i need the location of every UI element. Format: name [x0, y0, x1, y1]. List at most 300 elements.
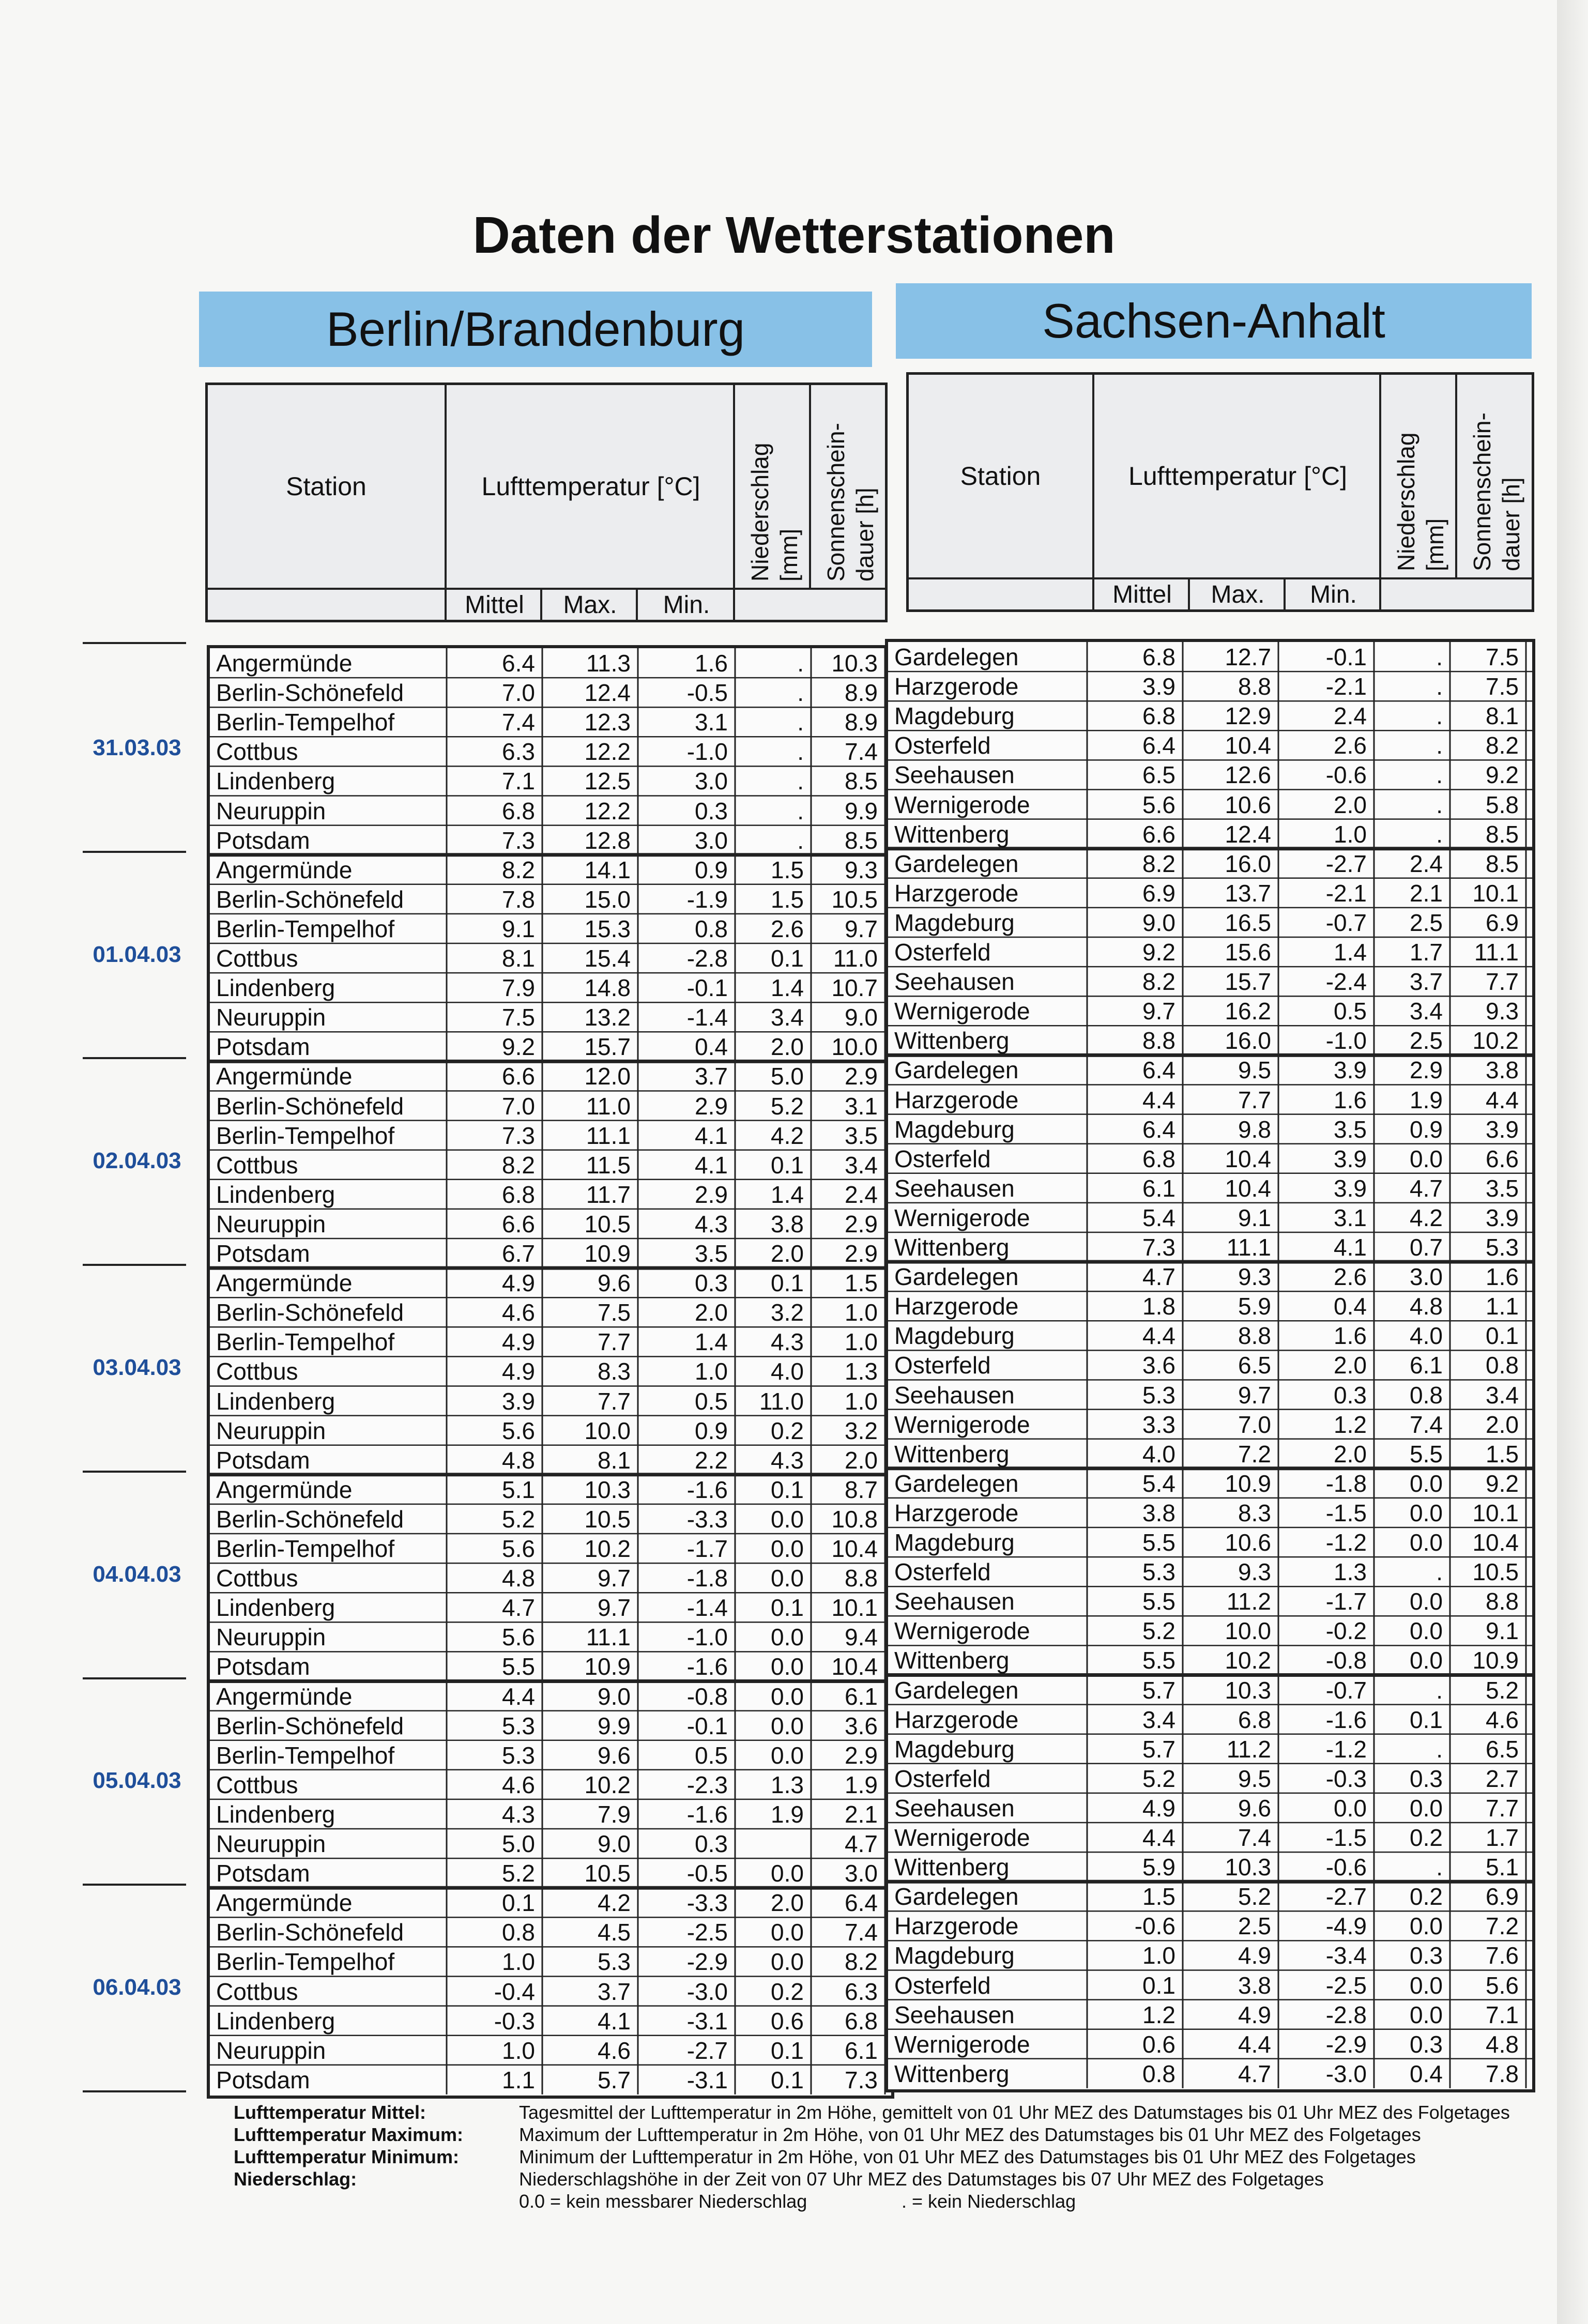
mittel-cell: 5.6: [502, 1535, 535, 1562]
mittel-cell: 8.8: [1142, 1027, 1175, 1054]
temp-header: Lufttemperatur [°C]: [1092, 375, 1381, 577]
precip-cell: 1.7: [1410, 939, 1443, 966]
min-cell: -2.4: [1325, 968, 1367, 996]
sun-cell: 10.8: [831, 1505, 878, 1533]
station-name-cell: Osterfeld: [894, 1765, 991, 1792]
precip-cell: 2.0: [771, 1889, 804, 1917]
precip-cell: 3.8: [771, 1210, 804, 1237]
station-name-cell: Angermünde: [216, 856, 353, 883]
min-cell: 3.9: [1334, 1057, 1367, 1084]
max-cell: 4.5: [598, 1919, 631, 1946]
sun-cell: 10.3: [831, 650, 878, 677]
max-cell: 15.6: [1225, 939, 1271, 966]
min-cell: 4.1: [695, 1122, 728, 1149]
station-name-cell: Cottbus: [216, 738, 298, 766]
mittel-cell: 4.6: [502, 1771, 535, 1798]
station-name-cell: Potsdam: [216, 1240, 310, 1267]
precip-cell: 0.0: [1410, 1647, 1443, 1674]
station-name-cell: Potsdam: [216, 1446, 310, 1474]
station-name-cell: Osterfeld: [894, 1971, 991, 1999]
station-name-cell: Berlin-Schönefeld: [216, 1712, 404, 1739]
precip-cell: 1.5: [771, 856, 804, 883]
mittel-cell: 8.2: [502, 1151, 535, 1179]
mittel-cell: 3.9: [1142, 673, 1175, 700]
mittel-cell: -0.6: [1134, 1913, 1175, 1940]
sun-cell: 7.8: [1486, 2060, 1519, 2087]
sun-cell: 1.9: [845, 1771, 878, 1798]
min-cell: -0.8: [1325, 1647, 1367, 1674]
sun-cell: 10.4: [1472, 1529, 1519, 1556]
mittel-cell: 5.2: [502, 1505, 535, 1533]
precip-cell: 0.0: [1410, 1794, 1443, 1822]
mittel-cell: 6.6: [502, 1063, 535, 1090]
min-cell: -2.3: [686, 1771, 728, 1798]
precip-cell: 0.2: [771, 1417, 804, 1444]
max-cell: 9.9: [598, 1712, 631, 1739]
min-cell: 3.9: [1334, 1174, 1367, 1202]
mittel-cell: 7.5: [502, 1004, 535, 1031]
precip-header: Niederschlag [mm]: [733, 385, 811, 588]
min-cell: 3.1: [1334, 1204, 1367, 1231]
sun-cell: 9.4: [845, 1624, 878, 1651]
legend-row: [234, 2190, 1510, 2212]
sun-cell: 10.9: [1472, 1647, 1519, 1674]
precip-cell: .: [1436, 791, 1443, 818]
station-name-cell: Angermünde: [216, 650, 353, 677]
sun-cell: 6.8: [845, 2007, 878, 2035]
mittel-cell: 5.5: [502, 1653, 535, 1680]
min-cell: -2.7: [1325, 850, 1367, 877]
precip-cell: 0.0: [1410, 1971, 1443, 1999]
precip-cell: 1.4: [771, 974, 804, 1002]
sun-cell: 2.7: [1486, 1765, 1519, 1792]
precip-cell: [735, 1829, 811, 1858]
legend-term: Lufttemperatur Minimum:: [234, 2146, 459, 2167]
station-name-cell: Berlin-Tempelhof: [216, 1535, 395, 1562]
station-header: Station: [960, 462, 1041, 491]
sun-cell: 7.7: [1486, 968, 1519, 996]
sun-cell: 5.6: [1486, 1971, 1519, 1999]
precip-cell: 0.7: [1410, 1234, 1443, 1261]
min-cell: -1.4: [686, 1594, 728, 1622]
legend-row: [234, 2101, 1510, 2123]
precip-cell: 1.9: [1410, 1086, 1443, 1113]
mittel-cell: 5.5: [1142, 1588, 1175, 1615]
max-cell: 12.9: [1225, 702, 1271, 730]
precip-cell: .: [797, 709, 804, 736]
max-header: Max.: [540, 588, 638, 620]
mittel-cell: 4.0: [1142, 1440, 1175, 1467]
station-name-cell: Wittenberg: [894, 1854, 1010, 1881]
precip-cell: .: [1436, 732, 1443, 759]
min-cell: 3.9: [1334, 1145, 1367, 1172]
mittel-cell: 0.1: [1142, 1971, 1175, 1999]
region-label: Sachsen-Anhalt: [1042, 294, 1385, 348]
precip-cell: 4.8: [1410, 1293, 1443, 1320]
station-name-cell: Neuruppin: [216, 1004, 326, 1031]
subheader-spacer: [208, 588, 445, 620]
precip-cell: .: [1436, 1558, 1443, 1586]
mittel-cell: 9.1: [502, 915, 535, 942]
min-cell: 1.4: [695, 1328, 728, 1356]
station-name-cell: Magdeburg: [894, 702, 1015, 730]
station-name-cell: Potsdam: [216, 1033, 310, 1061]
station-name-cell: Gardelegen: [894, 1676, 1019, 1704]
precip-cell: 4.0: [1410, 1322, 1443, 1350]
sun-cell: 7.4: [845, 1919, 878, 1946]
max-cell: 14.8: [584, 974, 631, 1002]
min-cell: -2.5: [1325, 1971, 1367, 1999]
precip-cell: 0.0: [771, 1505, 804, 1533]
mittel-cell: 6.3: [502, 738, 535, 766]
mittel-cell: 5.3: [502, 1741, 535, 1769]
mittel-cell: 6.9: [1142, 879, 1175, 907]
precip-cell: 2.5: [1410, 1027, 1443, 1054]
max-cell: 11.5: [586, 1151, 631, 1179]
min-cell: 2.9: [695, 1181, 728, 1208]
station-name-cell: Magdeburg: [894, 909, 1015, 936]
min-cell: -2.7: [686, 2037, 728, 2064]
sun-cell: 1.7: [1486, 1824, 1519, 1851]
mittel-cell: 3.3: [1142, 1411, 1175, 1438]
mittel-cell: 4.3: [502, 1800, 535, 1828]
min-cell: -1.8: [1325, 1470, 1367, 1497]
station-name-cell: Harzgerode: [894, 1499, 1019, 1526]
precip-cell: 1.5: [771, 885, 804, 913]
station-name-cell: Magdeburg: [894, 1735, 1015, 1763]
legend-text: Tagesmittel der Lufttemperatur in 2m Höhe, gemittelt von 01 Uhr MEZ des Datumstages bis 01 Uhr MEZ des Folgetages: [519, 2102, 1510, 2123]
min-cell: 3.0: [695, 768, 728, 795]
mittel-cell: -0.3: [494, 2007, 535, 2035]
sun-cell: 8.2: [1486, 732, 1519, 759]
min-cell: -3.0: [1325, 2060, 1367, 2087]
precip-cell: 0.0: [1410, 1499, 1443, 1526]
date-separator: [83, 642, 186, 644]
table-header-left: [205, 383, 888, 622]
sun-cell: 6.1: [845, 2037, 878, 2064]
max-cell: 12.8: [584, 827, 631, 854]
sun-cell: 8.7: [845, 1476, 878, 1503]
mittel-cell: 6.5: [1142, 761, 1175, 789]
min-cell: -0.5: [686, 1860, 728, 1887]
sun-header: Sonnenschein-dauer [h]: [809, 385, 887, 588]
station-name-cell: Wittenberg: [894, 2060, 1010, 2087]
station-name-cell: Berlin-Schönefeld: [216, 1299, 404, 1326]
station-header: Station: [286, 472, 367, 501]
sun-cell: 9.3: [845, 856, 878, 883]
max-cell: 13.7: [1225, 879, 1271, 907]
precip-cell: 3.4: [771, 1004, 804, 1031]
precip-cell: 0.3: [1410, 1765, 1443, 1792]
min-cell: -3.0: [686, 1978, 728, 2005]
max-cell: 10.3: [584, 1476, 631, 1503]
min-cell: -3.1: [686, 2066, 728, 2093]
max-cell: 15.3: [584, 915, 631, 942]
legend-row: [234, 2146, 1510, 2168]
mittel-cell: 1.2: [1142, 2001, 1175, 2028]
max-cell: 15.0: [584, 885, 631, 913]
max-cell: 7.7: [1238, 1086, 1271, 1113]
mittel-cell: 3.6: [1142, 1352, 1175, 1379]
min-cell: 3.7: [695, 1063, 728, 1090]
min-cell: 2.6: [1334, 732, 1367, 759]
sun-cell: 8.9: [845, 709, 878, 736]
precip-cell: 0.0: [1410, 1588, 1443, 1615]
mittel-cell: 4.6: [502, 1299, 535, 1326]
sun-cell: 1.0: [845, 1387, 878, 1415]
max-cell: 10.4: [1225, 732, 1271, 759]
max-cell: 10.9: [584, 1240, 631, 1267]
station-name-cell: Wittenberg: [894, 1440, 1010, 1467]
min-cell: -3.4: [1325, 1942, 1367, 1969]
max-cell: 9.6: [598, 1741, 631, 1769]
date-separator: [83, 851, 186, 853]
station-name-cell: Gardelegen: [894, 644, 1019, 670]
precip-cell: .: [1436, 644, 1443, 670]
mittel-cell: 6.8: [1142, 644, 1175, 670]
min-cell: -1.6: [686, 1476, 728, 1503]
station-name-cell: Seehausen: [894, 1174, 1015, 1202]
mittel-cell: 5.5: [1142, 1647, 1175, 1674]
min-cell: 1.0: [695, 1358, 728, 1385]
max-cell: 8.8: [1238, 1322, 1271, 1350]
min-cell: 0.3: [695, 1270, 728, 1297]
mittel-cell: 8.2: [1142, 968, 1175, 996]
max-cell: 4.1: [598, 2007, 631, 2035]
sun-cell: 3.5: [1486, 1174, 1519, 1202]
mittel-cell: 6.4: [1142, 1115, 1175, 1143]
max-cell: 7.4: [1238, 1824, 1271, 1851]
station-name-cell: Lindenberg: [216, 1387, 335, 1415]
sun-cell: 8.5: [845, 827, 878, 854]
mittel-cell: 6.8: [1142, 1145, 1175, 1172]
precip-cell: .: [1436, 702, 1443, 730]
legend-term: Lufttemperatur Maximum:: [234, 2124, 464, 2145]
min-cell: -0.6: [1325, 761, 1367, 789]
mittel-cell: 7.1: [502, 768, 535, 795]
max-cell: 12.2: [584, 797, 631, 824]
sun-cell: 3.8: [1486, 1057, 1519, 1084]
mittel-cell: 1.0: [502, 2037, 535, 2064]
sun-cell: 5.2: [1486, 1676, 1519, 1704]
sun-cell: 0.8: [1486, 1352, 1519, 1379]
max-cell: 10.6: [1225, 791, 1271, 818]
sun-cell: 10.7: [831, 974, 878, 1002]
precip-cell: 0.1: [771, 2037, 804, 2064]
min-cell: -1.9: [686, 885, 728, 913]
precip-cell: 3.7: [1410, 968, 1443, 996]
station-name-cell: Angermünde: [216, 1889, 353, 1917]
max-cell: 4.7: [1238, 2060, 1271, 2087]
min-cell: -2.8: [1325, 2001, 1367, 2028]
min-cell: -3.3: [686, 1505, 728, 1533]
precip-cell: 2.5: [1410, 909, 1443, 936]
date-separator: [83, 1264, 186, 1266]
precip-cell: 0.0: [771, 1712, 804, 1739]
sun-cell: 3.2: [845, 1417, 878, 1444]
station-name-cell: Wernigerode: [894, 791, 1030, 818]
mittel-cell: 9.7: [1142, 998, 1175, 1025]
station-name-cell: Potsdam: [216, 1653, 310, 1680]
sun-cell: 4.7: [845, 1830, 878, 1857]
mittel-cell: 3.9: [502, 1387, 535, 1415]
sun-cell: 10.1: [1472, 1499, 1519, 1526]
station-name-cell: Osterfeld: [894, 732, 991, 759]
max-cell: 6.5: [1238, 1352, 1271, 1379]
station-name-cell: Neuruppin: [216, 1624, 326, 1651]
mittel-cell: 5.0: [502, 1830, 535, 1857]
min-cell: 2.0: [1334, 1352, 1367, 1379]
sun-cell: 6.1: [845, 1683, 878, 1710]
station-name-cell: Osterfeld: [894, 1352, 991, 1379]
mittel-cell: 6.6: [502, 1210, 535, 1237]
precip-cell: 3.4: [1410, 998, 1443, 1025]
sun-cell: 2.0: [1486, 1411, 1519, 1438]
min-cell: -0.8: [686, 1683, 728, 1710]
sun-cell: 10.0: [831, 1033, 878, 1061]
mittel-cell: 1.0: [502, 1948, 535, 1976]
max-cell: 10.0: [584, 1417, 631, 1444]
max-cell: 15.7: [1225, 968, 1271, 996]
mittel-cell: 4.4: [1142, 1824, 1175, 1851]
mittel-cell: 5.2: [1142, 1765, 1175, 1792]
mittel-cell: 7.3: [502, 827, 535, 854]
sun-cell: 3.6: [845, 1712, 878, 1739]
precip-cell: 5.5: [1410, 1440, 1443, 1467]
max-cell: 4.4: [1238, 2030, 1271, 2058]
precip-cell: 0.0: [771, 1535, 804, 1562]
mittel-cell: 7.8: [502, 885, 535, 913]
precip-cell: 2.1: [1410, 879, 1443, 907]
station-name-cell: Osterfeld: [894, 939, 991, 966]
min-cell: -0.2: [1325, 1617, 1367, 1645]
page-edge: [1557, 0, 1588, 2324]
max-cell: 9.1: [1238, 1204, 1271, 1231]
sun-cell: 7.3: [845, 2066, 878, 2093]
mittel-cell: 0.1: [502, 1889, 535, 1917]
sun-cell: 6.9: [1486, 909, 1519, 936]
station-name-cell: Wernigerode: [894, 1411, 1030, 1438]
station-name-cell: Potsdam: [216, 1860, 310, 1887]
max-cell: 11.2: [1226, 1735, 1271, 1763]
legend-text: Niederschlagshöhe in der Zeit von 07 Uhr MEZ des Datumstages bis 07 Uhr MEZ des Folgetages: [519, 2168, 1324, 2190]
max-cell: 7.7: [598, 1328, 631, 1356]
max-cell: 10.2: [1225, 1647, 1271, 1674]
sun-cell: 3.4: [845, 1151, 878, 1179]
max-cell: 11.1: [586, 1122, 631, 1149]
date-label: 02.04.03: [93, 1148, 181, 1174]
date-separator: [83, 1677, 186, 1679]
station-name-cell: Berlin-Schönefeld: [216, 1505, 404, 1533]
legend-term: Niederschlag:: [234, 2168, 357, 2190]
min-cell: 2.0: [1334, 1440, 1367, 1467]
mittel-cell: 7.4: [502, 709, 535, 736]
max-cell: 9.0: [598, 1830, 631, 1857]
min-header: Min.: [636, 588, 735, 620]
mittel-cell: 6.6: [1142, 820, 1175, 848]
max-cell: 8.3: [598, 1358, 631, 1385]
precip-cell: 0.6: [771, 2007, 804, 2035]
max-cell: 7.7: [598, 1387, 631, 1415]
precip-cell: 3.2: [771, 1299, 804, 1326]
precip-cell: .: [797, 797, 804, 824]
min-cell: 2.0: [1334, 791, 1367, 818]
sun-cell: 2.9: [845, 1210, 878, 1237]
min-cell: -3.3: [686, 1889, 728, 1917]
max-cell: 10.5: [584, 1505, 631, 1533]
precip-header: Niederschlag [mm]: [1379, 375, 1457, 577]
max-cell: 3.8: [1238, 1971, 1271, 1999]
sun-cell: 3.9: [1486, 1204, 1519, 1231]
station-name-cell: Gardelegen: [894, 1263, 1019, 1291]
legend-text: Maximum der Lufttemperatur in 2m Höhe, von 01 Uhr MEZ des Datumstages bis 01 Uhr MEZ des Folgetages: [519, 2124, 1421, 2145]
station-name-cell: Berlin-Tempelhof: [216, 1122, 395, 1149]
precip-cell: .: [1436, 761, 1443, 789]
legend: [234, 2101, 1510, 2212]
mittel-cell: 6.4: [1142, 732, 1175, 759]
subheader-spacer: [1379, 577, 1534, 609]
date-label: 01.04.03: [93, 941, 181, 967]
date-label: 03.04.03: [93, 1354, 181, 1380]
min-cell: 0.3: [695, 797, 728, 824]
max-cell: 10.0: [1225, 1617, 1271, 1645]
min-cell: 3.5: [1334, 1115, 1367, 1143]
mittel-cell: 6.4: [1142, 1057, 1175, 1084]
sun-cell: 3.0: [845, 1860, 878, 1887]
max-cell: 9.7: [1238, 1381, 1271, 1409]
precip-cell: 1.9: [771, 1800, 804, 1828]
max-cell: 16.2: [1225, 998, 1271, 1025]
sun-cell: 1.5: [845, 1270, 878, 1297]
station-name-cell: Gardelegen: [894, 1883, 1019, 1910]
min-cell: -1.4: [686, 1004, 728, 1031]
sun-cell: 11.0: [833, 945, 878, 972]
sun-cell: 11.1: [1474, 939, 1519, 966]
date-label: 31.03.03: [93, 735, 181, 760]
max-cell: 9.6: [598, 1270, 631, 1297]
sun-cell: 8.5: [845, 768, 878, 795]
station-name-cell: Lindenberg: [216, 2007, 335, 2035]
mittel-cell: 4.9: [502, 1270, 535, 1297]
min-cell: -0.1: [686, 974, 728, 1002]
station-name-cell: Angermünde: [216, 1683, 353, 1710]
station-name-cell: Seehausen: [894, 1588, 1015, 1615]
station-name-cell: Lindenberg: [216, 1181, 335, 1208]
region-header-sachsen-anhalt: [896, 283, 1532, 359]
max-cell: 10.2: [584, 1535, 631, 1562]
max-cell: 5.9: [1238, 1293, 1271, 1320]
region-header-berlin-brandenburg: [199, 292, 872, 367]
mittel-cell: 5.7: [1142, 1735, 1175, 1763]
mittel-cell: 0.8: [1142, 2060, 1175, 2087]
sun-cell: 10.5: [831, 885, 878, 913]
station-name-cell: Lindenberg: [216, 768, 335, 795]
legend-note-dot: . = kein Niederschlag: [902, 2191, 1076, 2212]
mittel-cell: 5.3: [502, 1712, 535, 1739]
sun-cell: 3.4: [1486, 1381, 1519, 1409]
mittel-cell: 5.2: [502, 1860, 535, 1887]
precip-cell: 0.1: [771, 1151, 804, 1179]
mittel-cell: 6.8: [1142, 702, 1175, 730]
data-table-right: [885, 639, 1535, 2092]
sun-cell: 7.2: [1486, 1913, 1519, 1940]
precip-cell: 0.2: [771, 1978, 804, 2005]
max-cell: 12.4: [1225, 820, 1271, 848]
station-name-cell: Potsdam: [216, 827, 310, 854]
station-name-cell: Lindenberg: [216, 974, 335, 1002]
min-cell: -1.6: [686, 1653, 728, 1680]
precip-cell: .: [1436, 1854, 1443, 1881]
